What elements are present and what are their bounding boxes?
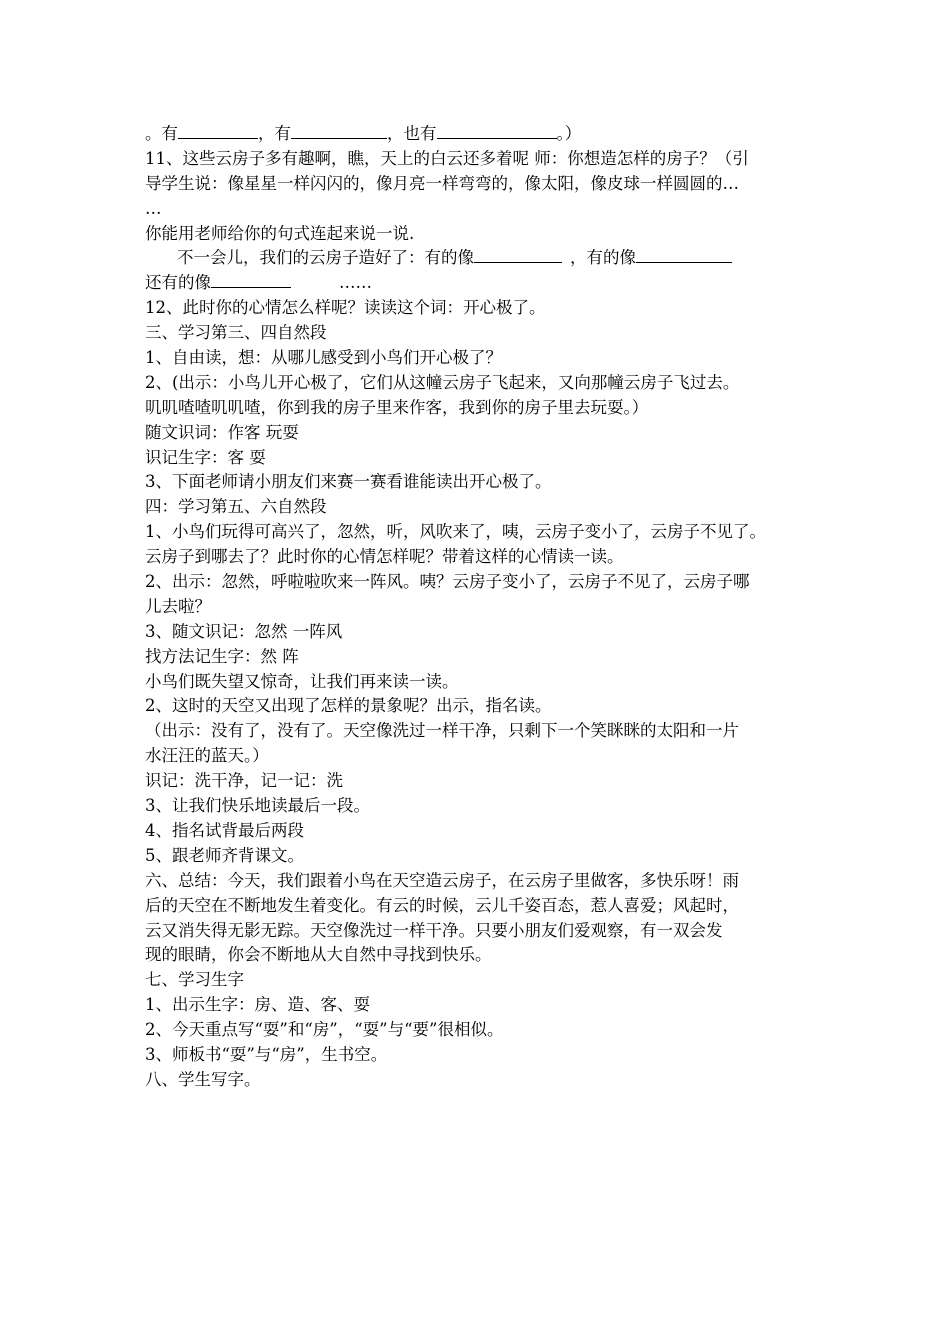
- text-line: 现的眼睛，你会不断地从大自然中寻找到快乐。: [145, 945, 492, 965]
- ellipsis: ……: [339, 273, 372, 293]
- text-line: 2、(出示：小鸟儿开心极了，它们从这幢云房子飞起来，又向那幢云房子飞过去。: [145, 372, 740, 392]
- section-heading: 六、总结：今天，我们跟着小鸟在天空造云房子，在云房子里做客，多快乐呀！雨: [145, 870, 739, 890]
- text-line: 1、出示生字：房、造、客、耍: [145, 995, 370, 1015]
- answer-blank[interactable]: [437, 124, 557, 139]
- answer-blank[interactable]: [636, 248, 732, 263]
- text-line: 随文识词：作客 玩耍: [145, 422, 299, 442]
- section-heading: 七、学习生字: [145, 970, 244, 990]
- text-line: 3、随文识记：忽然 一阵风: [145, 621, 343, 641]
- section-heading: 八、学生写字。: [145, 1069, 261, 1089]
- answer-blank[interactable]: [291, 124, 387, 139]
- text-fragment: 。）: [556, 124, 582, 143]
- text-line: 云房子到哪去了？此时你的心情怎样呢？带着这样的心情读一读。: [145, 547, 624, 567]
- text-line: 3、让我们快乐地读最后一段。: [145, 796, 370, 816]
- text-line: 3、师板书“耍”与“房”，生书空。: [145, 1044, 388, 1064]
- text-line: 导学生说：像星星一样闪闪的，像月亮一样弯弯的，像太阳，像皮球一样圆圆的…: [145, 173, 739, 193]
- text-line: 小鸟们既失望又惊奇，让我们再来读一读。: [145, 671, 459, 691]
- document-page: [145, 122, 813, 1093]
- section-heading: 三、学习第三、四自然段: [145, 323, 327, 343]
- text-line: 识记：洗干净，记一记：洗: [145, 771, 343, 791]
- text-line: 3、下面老师请小朋友们来赛一赛看谁能读出开心极了。: [145, 472, 552, 492]
- text-fragment: 。有: [145, 124, 178, 143]
- text-line: 5、跟老师齐背课文。: [145, 845, 304, 865]
- text-line: 找方法记生字：然 阵: [145, 646, 299, 666]
- text-line: …: [145, 198, 162, 218]
- text-line: 2、出示：忽然，呼啦啦吹来一阵风。咦？云房子变小了，云房子不见了，云房子哪: [145, 572, 750, 592]
- text-line: （出示：没有了，没有了。天空像洗过一样干净，只剩下一个笑眯眯的太阳和一片: [145, 721, 739, 741]
- fill-in-line: [145, 271, 813, 296]
- text-line: 12、此时你的心情怎么样呢？读读这个词：开心极了。: [145, 298, 546, 318]
- section-heading: 四：学习第五、六自然段: [145, 497, 327, 517]
- text-line: 儿去啦？: [145, 596, 211, 616]
- fill-in-line: [145, 122, 813, 147]
- text-line: 水汪汪的蓝天。）: [145, 746, 269, 766]
- text-line: 11、这些云房子多有趣啊，瞧，天上的白云还多着呢 师：你想造怎样的房子？（引: [145, 148, 749, 168]
- text-line: 1、小鸟们玩得可高兴了，忽然，听，风吹来了，咦，云房子变小了，云房子不见了。: [145, 522, 766, 542]
- answer-blank[interactable]: [211, 273, 291, 288]
- text-line: 1、自由读，想：从哪儿感受到小鸟们开心极了？: [145, 348, 502, 368]
- text-fragment: ，有的像: [570, 248, 636, 268]
- text-line: 后的天空在不断地发生着变化。有云的时候，云儿千姿百态，惹人喜爱；风起时，: [145, 895, 739, 915]
- text-fragment: ，有: [258, 124, 291, 143]
- text-line: 识记生字：客 耍: [145, 447, 266, 467]
- answer-blank[interactable]: [474, 248, 562, 263]
- text-line: 云又消失得无影无踪。天空像洗过一样干净。只要小朋友们爱观察，有一双会发: [145, 920, 723, 940]
- text-line: 叽叽喳喳叽叽喳，你到我的房子里来作客，我到你的房子里去玩耍。）: [145, 397, 649, 417]
- text-line: 2、这时的天空又出现了怎样的景象呢？出示，指名读。: [145, 696, 552, 716]
- fill-in-line: [145, 246, 813, 271]
- text-line: 你能用老师给你的句式连起来说一说.: [145, 223, 415, 243]
- text-line: 2、今天重点写“耍”和“房”，“耍”与“要”很相似。: [145, 1020, 504, 1040]
- text-fragment: 还有的像: [145, 273, 211, 293]
- answer-blank[interactable]: [178, 124, 258, 139]
- text-fragment: ，也有: [387, 124, 437, 143]
- text-line: 4、指名试背最后两段: [145, 820, 304, 840]
- text-fragment: 不一会儿，我们的云房子造好了：有的像: [177, 248, 474, 268]
